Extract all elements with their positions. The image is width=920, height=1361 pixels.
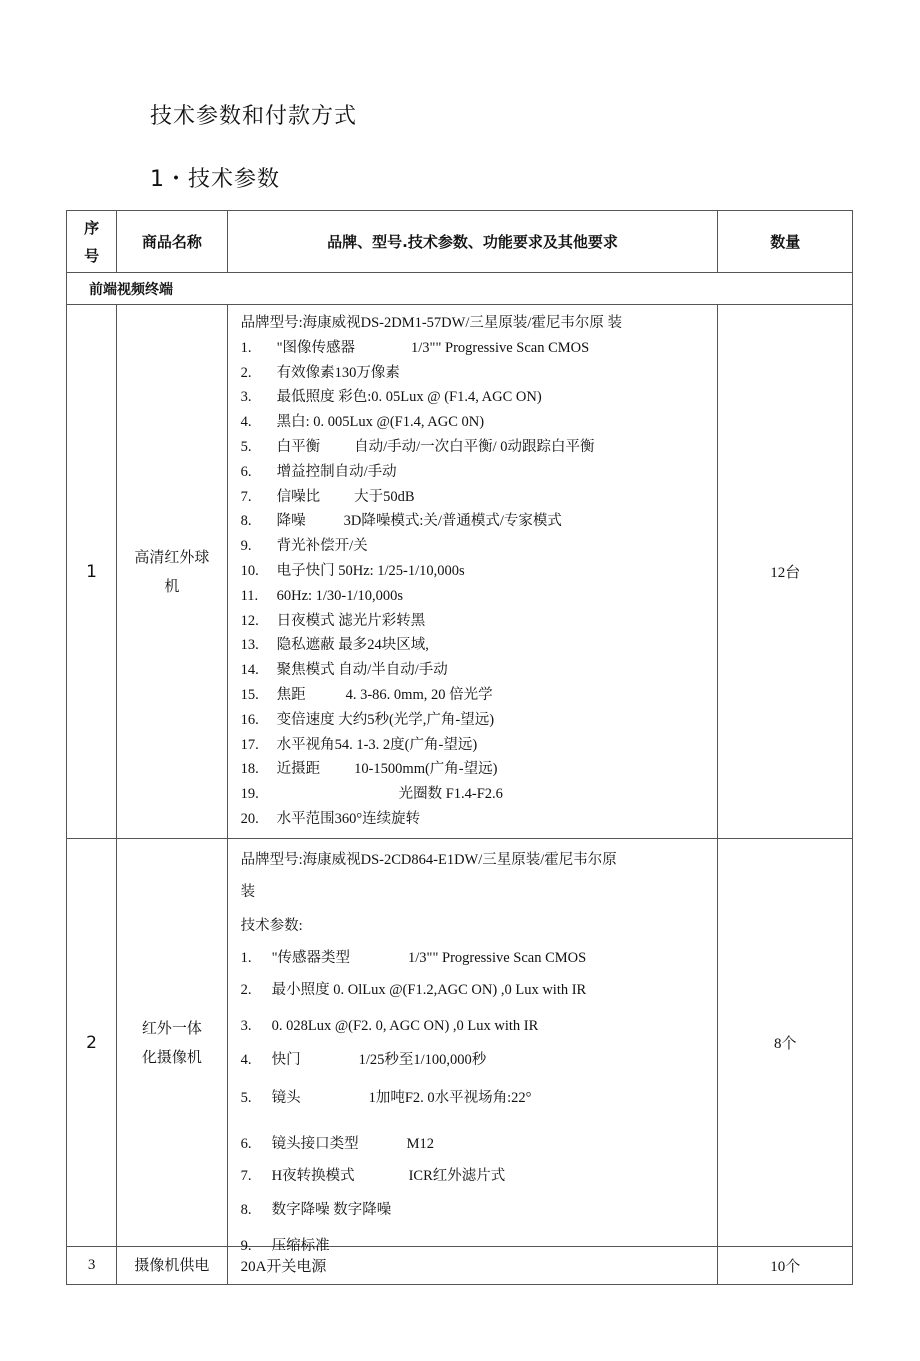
- list-item: [241, 807, 710, 832]
- item-number: 5.: [240, 1090, 252, 1106]
- list-item: [241, 708, 710, 733]
- row-name: 红外一体化摄像机: [117, 839, 227, 1247]
- item-text: 信噪比: [276, 488, 321, 505]
- item-text: 0. 028Lux @(F2. 0, AGC ON) ,0 Lux with IR: [271, 1018, 539, 1034]
- list-item: [241, 945, 710, 971]
- list-item: [241, 361, 710, 386]
- item-text: 水平视角54. 1-3. 2度(广角-望远): [276, 736, 478, 753]
- list-item: [241, 410, 710, 435]
- row-spec: [227, 305, 718, 839]
- list-item: [241, 733, 710, 758]
- item-number: 9.: [240, 1238, 252, 1254]
- item-value: 光圈数 F1.4-F2.6: [398, 786, 503, 803]
- item-text: "传感器类型: [271, 950, 351, 966]
- item-number: 8.: [240, 513, 252, 530]
- header-name: 商品名称: [117, 211, 227, 273]
- row-name: 摄像机供电: [117, 1247, 227, 1285]
- item-value: 1/25秒至1/100,000秒: [358, 1052, 487, 1068]
- item-number: 8.: [240, 1202, 252, 1218]
- item-number: 1.: [240, 950, 252, 966]
- item-number: 16.: [240, 711, 259, 728]
- item-number: 7.: [240, 1168, 252, 1184]
- item-number: 11.: [240, 587, 259, 604]
- list-item: [241, 534, 710, 559]
- item-value: 大于50dB: [354, 488, 415, 505]
- item-text: 降噪: [276, 513, 306, 530]
- list-item: [241, 559, 710, 584]
- item-value: 1加吨F2. 0水平视场角:22°: [368, 1090, 532, 1106]
- item-text: 日夜模式 滤光片彩转黑: [276, 612, 426, 629]
- page-title: 技术参数和付款方式: [150, 104, 358, 129]
- list-item: [241, 485, 710, 510]
- item-number: 12.: [240, 612, 259, 629]
- spec-list: [241, 336, 710, 832]
- list-item: [241, 336, 710, 361]
- list-item: [241, 1047, 710, 1073]
- item-number: 10.: [240, 562, 259, 579]
- item-value: ICR红外滤片式: [408, 1168, 506, 1184]
- item-text: "图像传感器: [276, 339, 356, 356]
- row-no: 1: [67, 305, 117, 839]
- tech-label: 技术参数:: [240, 918, 303, 934]
- item-text: 电子快门 50Hz: 1/25-1/10,000s: [276, 562, 465, 579]
- list-item: [241, 757, 710, 782]
- item-text: 黑白: 0. 005Lux @(F1.4, AGC 0N): [276, 414, 485, 431]
- item-number: 6.: [240, 463, 252, 480]
- header-no: 序号: [67, 211, 117, 273]
- item-value: 1/3"" Progressive Scan CMOS: [411, 339, 590, 356]
- item-text: 聚焦模式 自动/半自动/手动: [276, 662, 448, 679]
- item-number: 7.: [240, 488, 252, 505]
- list-item: [241, 435, 710, 460]
- list-item: [241, 633, 710, 658]
- item-number: 1.: [240, 339, 252, 356]
- item-text: H夜转换模式: [271, 1168, 355, 1184]
- item-number: 15.: [240, 686, 259, 703]
- header-qty: 数量: [718, 211, 853, 273]
- item-text: 增益控制自动/手动: [276, 463, 397, 480]
- item-number: 20.: [240, 810, 259, 827]
- item-text: 有效像素130万像素: [276, 364, 400, 381]
- brand-line-cont: 装: [240, 884, 256, 900]
- row-name: 高清红外球机: [117, 305, 227, 839]
- list-item: [241, 782, 710, 807]
- item-number: 5.: [240, 438, 252, 455]
- table-row: [67, 305, 853, 839]
- item-text: 水平范围360°连续旋转: [276, 810, 421, 827]
- row-spec: 20A开关电源: [227, 1247, 718, 1285]
- table-row: [67, 1247, 853, 1285]
- item-value: 1/3"" Progressive Scan CMOS: [408, 950, 587, 966]
- spec-table: [66, 210, 853, 1285]
- row-no: 2: [67, 839, 117, 1247]
- table-row: [67, 839, 853, 1247]
- section-label: 前端视频终端: [67, 273, 853, 305]
- list-item: [241, 1013, 710, 1039]
- row-qty: 12台: [718, 305, 853, 839]
- item-text: 变倍速度 大约5秒(光学,广角-望远): [276, 711, 495, 728]
- item-text: 数字降噪 数字降噪: [271, 1202, 392, 1218]
- item-number: 2.: [240, 982, 252, 998]
- item-number: 13.: [240, 637, 259, 654]
- list-item: [241, 1131, 710, 1157]
- item-number: 18.: [240, 761, 259, 778]
- item-number: 2.: [240, 364, 252, 381]
- item-text: 60Hz: 1/30-1/10,000s: [276, 587, 404, 604]
- item-value: 自动/手动/一次白平衡/ 0动跟踪白平衡: [354, 438, 595, 455]
- item-text: 隐私遮蔽 最多24块区域,: [276, 637, 429, 654]
- item-text: 快门: [271, 1052, 301, 1068]
- item-text: 镜头接口类型: [271, 1136, 359, 1152]
- item-value: 10-1500mm(广角-望远): [354, 761, 498, 778]
- item-text: 背光补偿开/关: [276, 538, 368, 555]
- item-text: 近摄距: [276, 761, 321, 778]
- list-item: [241, 1085, 710, 1111]
- item-number: 17.: [240, 736, 259, 753]
- row-spec: [227, 839, 718, 1254]
- item-text: 最小照度 0. OlLux @(F1.2,AGC ON) ,0 Lux with IR: [271, 982, 587, 998]
- row-qty: 10个: [718, 1247, 853, 1285]
- item-text: 白平衡: [276, 438, 321, 455]
- item-value: 4. 3-86. 0mm, 20 倍光学: [345, 686, 493, 703]
- list-item: [241, 658, 710, 683]
- header-spec: 品牌、型号.技术参数、功能要求及其他要求: [227, 211, 718, 273]
- item-number: 19.: [240, 786, 259, 803]
- section-title: 1・技术参数: [150, 167, 280, 192]
- list-item: [241, 1197, 710, 1223]
- row-no: 3: [67, 1247, 117, 1285]
- item-number: 4.: [240, 1052, 252, 1068]
- list-item: [241, 509, 710, 534]
- list-item: [241, 683, 710, 708]
- brand-line: 品牌型号:海康威视DS-2DM1-57DW/三星原装/霍尼韦尔原 装: [240, 315, 623, 331]
- item-text: 焦距: [276, 686, 306, 703]
- item-number: 3.: [240, 389, 252, 406]
- item-number: 14.: [240, 662, 259, 679]
- item-value: M12: [406, 1136, 434, 1152]
- list-item: [241, 1163, 710, 1189]
- item-text: 最低照度 彩色:0. 05Lux @ (F1.4, AGC ON): [276, 389, 542, 406]
- brand-line: 品牌型号:海康威视DS-2CD864-E1DW/三星原装/霍尼韦尔原: [240, 852, 617, 868]
- item-number: 4.: [240, 414, 252, 431]
- item-text: 压缩标准: [271, 1238, 330, 1254]
- row-qty: 8个: [718, 839, 853, 1247]
- table-header-row: [67, 211, 853, 273]
- item-number: 6.: [240, 1136, 252, 1152]
- list-item: [241, 385, 710, 410]
- list-item: [241, 609, 710, 634]
- spec-list: [241, 945, 710, 1259]
- list-item: [241, 460, 710, 485]
- list-item: [241, 584, 710, 609]
- item-number: 9.: [240, 538, 252, 555]
- item-value: 3D降噪模式:关/普通模式/专家模式: [343, 513, 562, 530]
- item-number: 3.: [240, 1018, 252, 1034]
- item-text: 镜头: [271, 1090, 301, 1106]
- section-row: [67, 273, 853, 305]
- list-item: [241, 977, 710, 1003]
